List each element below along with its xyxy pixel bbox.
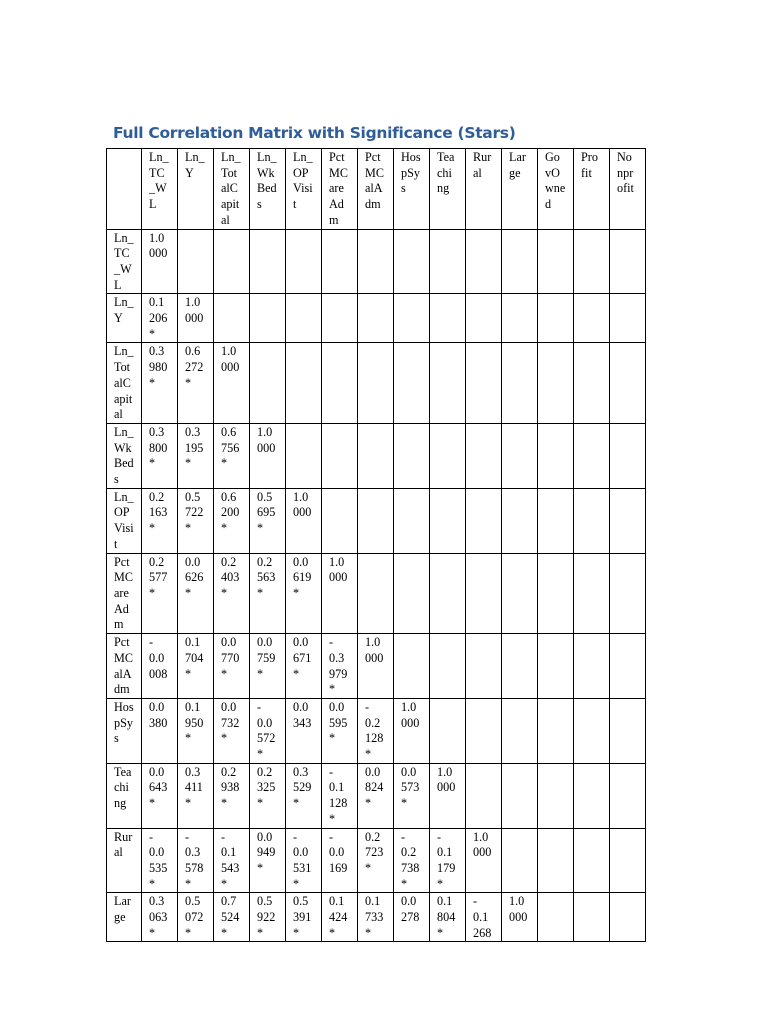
cell-value: 0.5 391 * xyxy=(293,894,312,940)
matrix-cell xyxy=(250,634,286,699)
row-header xyxy=(107,698,142,763)
cell-value: 0.0 278 xyxy=(401,894,420,925)
column-header xyxy=(250,149,286,230)
column-header xyxy=(142,149,178,230)
cell-value: 0.6 756 * xyxy=(221,424,240,471)
matrix-cell xyxy=(322,343,358,424)
cell-value: 0.3 800 * xyxy=(149,424,168,471)
cell-value: - 0.3 578 * xyxy=(185,829,204,891)
row-header-label: Hos pSy s xyxy=(114,699,134,746)
column-header-label: Pct MC alA dm xyxy=(365,150,384,212)
matrix-cell xyxy=(538,893,574,942)
column-header-label: Ln_ Wk Bed s xyxy=(257,150,277,212)
column-header xyxy=(430,149,466,230)
matrix-cell xyxy=(538,553,574,634)
matrix-cell xyxy=(538,343,574,424)
matrix-cell xyxy=(250,423,286,488)
table-row xyxy=(107,634,646,699)
matrix-cell xyxy=(358,763,394,828)
matrix-cell xyxy=(574,828,610,893)
matrix-cell xyxy=(286,229,322,294)
cell-value: 0.3 980 * xyxy=(149,344,168,390)
cell-value: 0.0 732 * xyxy=(221,699,240,746)
matrix-cell xyxy=(286,828,322,893)
table-row xyxy=(107,423,646,488)
cell-value: 0.5 072 * xyxy=(185,894,204,940)
matrix-cell xyxy=(430,423,466,488)
matrix-cell xyxy=(430,488,466,553)
matrix-cell xyxy=(610,423,646,488)
matrix-cell xyxy=(286,698,322,763)
matrix-cell xyxy=(466,634,502,699)
matrix-cell xyxy=(502,763,538,828)
matrix-cell xyxy=(394,343,430,424)
column-header xyxy=(502,149,538,230)
matrix-cell xyxy=(142,828,178,893)
cell-value: - 0.1 543 * xyxy=(221,829,240,891)
cell-value: 0.0 759 * xyxy=(257,635,276,681)
matrix-cell xyxy=(610,343,646,424)
row-header-label: Ln_ OP Visi t xyxy=(114,489,134,551)
matrix-cell xyxy=(430,229,466,294)
matrix-cell xyxy=(394,294,430,343)
matrix-cell xyxy=(178,893,214,942)
row-header xyxy=(107,634,142,699)
matrix-cell xyxy=(502,698,538,763)
cell-value: 1.0 000 xyxy=(509,894,528,925)
matrix-cell xyxy=(178,294,214,343)
matrix-cell xyxy=(322,488,358,553)
column-header-label: Lar ge xyxy=(509,150,526,180)
cell-value: 0.0 643 * xyxy=(149,764,168,811)
cell-value: 1.0 000 xyxy=(401,699,420,730)
matrix-cell xyxy=(394,423,430,488)
matrix-cell xyxy=(214,828,250,893)
cell-value: 0.2 563 * xyxy=(257,554,276,600)
cell-value: 0.0 626 * xyxy=(185,554,204,600)
matrix-cell xyxy=(322,553,358,634)
matrix-cell xyxy=(394,893,430,942)
cell-value: - 0.1 268 xyxy=(473,894,492,940)
cell-value: - 0.3 979 * xyxy=(329,635,348,697)
row-header-label: Ln_ Wk Bed s xyxy=(114,424,134,487)
cell-value: 0.2 403 * xyxy=(221,554,240,600)
matrix-cell xyxy=(574,343,610,424)
table-row xyxy=(107,893,646,942)
cell-value: 1.0 000 xyxy=(257,424,276,455)
cell-value: 0.1 950 * xyxy=(185,699,204,746)
matrix-cell xyxy=(574,488,610,553)
matrix-cell xyxy=(394,488,430,553)
matrix-cell xyxy=(502,423,538,488)
column-header-label: Pro fit xyxy=(581,150,598,180)
cell-value: 0.3 195 * xyxy=(185,424,204,471)
matrix-cell xyxy=(502,634,538,699)
matrix-cell xyxy=(250,553,286,634)
matrix-cell xyxy=(466,893,502,942)
row-header xyxy=(107,423,142,488)
page-title: Full Correlation Matrix with Significance (Stars) xyxy=(113,124,516,142)
cell-value: 0.1 424 * xyxy=(329,894,348,940)
cell-value: 0.0 671 * xyxy=(293,635,312,681)
column-header-label: Rur al xyxy=(473,150,492,180)
matrix-cell xyxy=(358,488,394,553)
matrix-cell xyxy=(502,229,538,294)
matrix-cell xyxy=(178,423,214,488)
cell-value: 0.5 922 * xyxy=(257,894,276,940)
matrix-cell xyxy=(538,488,574,553)
matrix-cell xyxy=(538,828,574,893)
table-row xyxy=(107,698,646,763)
matrix-cell xyxy=(430,828,466,893)
matrix-cell xyxy=(142,553,178,634)
matrix-cell xyxy=(430,763,466,828)
matrix-cell xyxy=(358,893,394,942)
matrix-cell xyxy=(214,423,250,488)
matrix-cell xyxy=(574,698,610,763)
matrix-cell xyxy=(610,229,646,294)
header-corner-cell xyxy=(107,149,142,230)
cell-value: 1.0 000 xyxy=(437,764,456,795)
column-header-label: Go vO wne d xyxy=(545,150,566,212)
matrix-cell xyxy=(358,229,394,294)
matrix-cell xyxy=(538,229,574,294)
matrix-cell xyxy=(466,423,502,488)
matrix-cell xyxy=(394,698,430,763)
matrix-cell xyxy=(610,488,646,553)
cell-value: 0.2 325 * xyxy=(257,764,276,811)
cell-value: 0.5 695 * xyxy=(257,489,276,536)
matrix-cell xyxy=(250,343,286,424)
matrix-cell xyxy=(322,763,358,828)
matrix-cell xyxy=(214,343,250,424)
cell-value: 0.0 573 * xyxy=(401,764,420,811)
matrix-cell xyxy=(394,828,430,893)
matrix-cell xyxy=(178,698,214,763)
matrix-cell xyxy=(358,828,394,893)
column-header xyxy=(322,149,358,230)
matrix-cell xyxy=(142,488,178,553)
column-header xyxy=(466,149,502,230)
matrix-cell xyxy=(610,893,646,942)
cell-value: - 0.0 169 xyxy=(329,829,348,875)
matrix-cell xyxy=(610,698,646,763)
cell-value: - 0.2 128 * xyxy=(365,699,384,762)
matrix-cell xyxy=(142,763,178,828)
matrix-cell xyxy=(322,229,358,294)
table-body xyxy=(107,229,646,942)
matrix-cell xyxy=(142,893,178,942)
matrix-cell xyxy=(574,634,610,699)
matrix-cell xyxy=(178,634,214,699)
matrix-cell xyxy=(286,294,322,343)
column-header-label: Ln_ Tot alC apit al xyxy=(221,150,241,227)
matrix-cell xyxy=(286,763,322,828)
matrix-cell xyxy=(358,553,394,634)
row-header-label: Ln_ TC _W L xyxy=(114,230,134,292)
matrix-cell xyxy=(250,488,286,553)
row-header-label: Pct MC alA dm xyxy=(114,635,133,697)
matrix-cell xyxy=(466,229,502,294)
matrix-cell xyxy=(286,893,322,942)
matrix-cell xyxy=(322,698,358,763)
cell-value: 0.1 704 * xyxy=(185,635,204,681)
cell-value: 0.6 200 * xyxy=(221,489,240,536)
cell-value: - 0.0 572 * xyxy=(257,699,276,762)
table-row xyxy=(107,828,646,893)
cell-value: 0.1 733 * xyxy=(365,894,384,940)
matrix-cell xyxy=(250,763,286,828)
cell-value: 0.0 770 * xyxy=(221,635,240,681)
matrix-cell xyxy=(610,634,646,699)
matrix-cell xyxy=(142,698,178,763)
matrix-cell xyxy=(358,343,394,424)
matrix-cell xyxy=(250,828,286,893)
table-row xyxy=(107,229,646,294)
column-header-label: Hos pSy s xyxy=(401,150,421,196)
table-row xyxy=(107,763,646,828)
column-header xyxy=(178,149,214,230)
column-header xyxy=(610,149,646,230)
row-header xyxy=(107,828,142,893)
matrix-cell xyxy=(286,553,322,634)
matrix-cell xyxy=(394,634,430,699)
matrix-cell xyxy=(466,294,502,343)
matrix-cell xyxy=(430,294,466,343)
matrix-cell xyxy=(502,343,538,424)
matrix-cell xyxy=(430,698,466,763)
row-header xyxy=(107,893,142,942)
row-header xyxy=(107,763,142,828)
matrix-cell xyxy=(538,423,574,488)
matrix-cell xyxy=(142,229,178,294)
column-header-label: Tea chi ng xyxy=(437,150,455,196)
cell-value: 0.6 272 * xyxy=(185,344,204,390)
matrix-cell xyxy=(214,698,250,763)
cell-value: - 0.0 535 * xyxy=(149,829,168,891)
cell-value: - 0.0 008 xyxy=(149,635,168,681)
cell-value: 0.5 722 * xyxy=(185,489,204,536)
matrix-cell xyxy=(538,763,574,828)
cell-value: 1.0 000 xyxy=(473,829,492,860)
cell-value: - 0.0 531 * xyxy=(293,829,312,891)
matrix-cell xyxy=(358,294,394,343)
cell-value: 1.0 000 xyxy=(149,230,168,261)
cell-value: 0.0 595 * xyxy=(329,699,348,746)
matrix-cell xyxy=(214,488,250,553)
matrix-cell xyxy=(322,828,358,893)
matrix-cell xyxy=(358,423,394,488)
table-row xyxy=(107,343,646,424)
matrix-cell xyxy=(322,634,358,699)
cell-value: 1.0 000 xyxy=(365,635,384,665)
matrix-cell xyxy=(502,553,538,634)
row-header-label: Pct MC are Ad m xyxy=(114,554,133,632)
matrix-cell xyxy=(142,294,178,343)
matrix-cell xyxy=(430,343,466,424)
matrix-cell xyxy=(214,294,250,343)
column-header-label: Ln_ OP Visi t xyxy=(293,150,313,212)
matrix-cell xyxy=(178,828,214,893)
cell-value: 0.3 411 * xyxy=(185,764,203,811)
column-header xyxy=(574,149,610,230)
matrix-cell xyxy=(394,763,430,828)
column-header xyxy=(214,149,250,230)
matrix-cell xyxy=(214,634,250,699)
matrix-cell xyxy=(214,893,250,942)
matrix-cell xyxy=(214,229,250,294)
matrix-cell xyxy=(538,634,574,699)
cell-value: 0.3 529 * xyxy=(293,764,312,811)
matrix-cell xyxy=(214,763,250,828)
column-header xyxy=(358,149,394,230)
matrix-cell xyxy=(574,229,610,294)
cell-value: 0.0 380 xyxy=(149,699,168,730)
matrix-cell xyxy=(466,698,502,763)
row-header xyxy=(107,294,142,343)
matrix-cell xyxy=(502,488,538,553)
column-header xyxy=(538,149,574,230)
matrix-cell xyxy=(358,698,394,763)
matrix-cell xyxy=(142,634,178,699)
row-header-label: Rur al xyxy=(114,829,133,860)
matrix-cell xyxy=(394,229,430,294)
cell-value: 0.2 163 * xyxy=(149,489,168,536)
column-header xyxy=(394,149,430,230)
cell-value: 0.0 619 * xyxy=(293,554,312,600)
header-row xyxy=(107,149,646,230)
matrix-cell xyxy=(178,343,214,424)
matrix-cell xyxy=(322,423,358,488)
table-row xyxy=(107,553,646,634)
column-header-label: No npr ofit xyxy=(617,150,634,196)
matrix-cell xyxy=(466,763,502,828)
matrix-cell xyxy=(358,634,394,699)
matrix-cell xyxy=(250,698,286,763)
matrix-cell xyxy=(538,294,574,343)
cell-value: - 0.2 738 * xyxy=(401,829,420,891)
matrix-cell xyxy=(178,229,214,294)
cell-value: 1.0 000 xyxy=(221,344,240,375)
row-header-label: Ln_ Y xyxy=(114,295,134,326)
cell-value: 0.3 063 * xyxy=(149,894,168,940)
matrix-cell xyxy=(502,828,538,893)
matrix-cell xyxy=(286,423,322,488)
matrix-cell xyxy=(610,763,646,828)
matrix-cell xyxy=(574,763,610,828)
table-row xyxy=(107,488,646,553)
matrix-cell xyxy=(430,893,466,942)
row-header xyxy=(107,229,142,294)
column-header-label: Ln_ TC _W L xyxy=(149,150,169,212)
matrix-cell xyxy=(574,423,610,488)
matrix-cell xyxy=(286,488,322,553)
matrix-cell xyxy=(322,294,358,343)
matrix-cell xyxy=(430,634,466,699)
cell-value: 0.2 723 * xyxy=(365,829,384,875)
matrix-cell xyxy=(538,698,574,763)
matrix-cell xyxy=(250,893,286,942)
matrix-cell xyxy=(286,343,322,424)
matrix-cell xyxy=(466,553,502,634)
cell-value: - 0.1 179 * xyxy=(437,829,456,891)
matrix-cell xyxy=(178,488,214,553)
cell-value: 0.0 949 * xyxy=(257,829,276,875)
column-header xyxy=(286,149,322,230)
cell-value: 0.2 938 * xyxy=(221,764,240,811)
row-header xyxy=(107,488,142,553)
column-header-label: Ln_ Y xyxy=(185,150,205,180)
cell-value: 0.0 343 xyxy=(293,699,312,730)
matrix-cell xyxy=(610,828,646,893)
matrix-cell xyxy=(466,488,502,553)
matrix-cell xyxy=(466,828,502,893)
table-row xyxy=(107,294,646,343)
matrix-cell xyxy=(250,294,286,343)
row-header-label: Tea chi ng xyxy=(114,764,132,811)
matrix-cell xyxy=(574,893,610,942)
matrix-cell xyxy=(574,294,610,343)
matrix-cell xyxy=(250,229,286,294)
matrix-cell xyxy=(394,553,430,634)
matrix-cell xyxy=(286,634,322,699)
table-header xyxy=(107,149,646,230)
matrix-cell xyxy=(502,893,538,942)
cell-value: 1.0 000 xyxy=(293,489,312,520)
matrix-cell xyxy=(142,343,178,424)
row-header-label: Ln_ Tot alC apit al xyxy=(114,344,134,422)
matrix-cell xyxy=(178,553,214,634)
cell-value: 1.0 000 xyxy=(329,554,348,585)
matrix-cell xyxy=(502,294,538,343)
matrix-cell xyxy=(610,294,646,343)
column-header-label: Pct MC are Ad m xyxy=(329,150,348,227)
cell-value: 0.2 577 * xyxy=(149,554,168,600)
cell-value: 0.1 804 * xyxy=(437,894,456,940)
row-header xyxy=(107,553,142,634)
matrix-cell xyxy=(214,553,250,634)
matrix-cell xyxy=(610,553,646,634)
row-header-label: Lar ge xyxy=(114,894,131,925)
cell-value: 0.7 524 * xyxy=(221,894,240,940)
correlation-matrix-table xyxy=(106,148,646,942)
cell-value: - 0.1 128 * xyxy=(329,764,348,826)
row-header xyxy=(107,343,142,424)
cell-value: 0.1 206 * xyxy=(149,295,168,341)
matrix-cell xyxy=(178,763,214,828)
matrix-cell xyxy=(430,553,466,634)
cell-value: 0.0 824 * xyxy=(365,764,384,811)
matrix-cell xyxy=(322,893,358,942)
cell-value: 1.0 000 xyxy=(185,295,204,326)
matrix-cell xyxy=(574,553,610,634)
matrix-cell xyxy=(466,343,502,424)
matrix-cell xyxy=(142,423,178,488)
